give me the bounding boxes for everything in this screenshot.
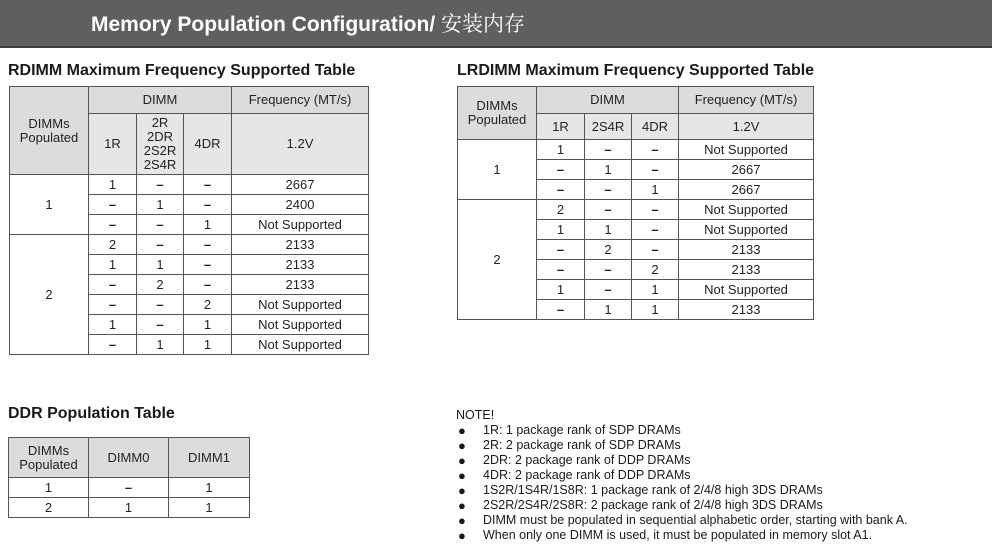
dimm-count-cell: 1 (585, 160, 632, 180)
rdimm-header-voltage: 1.2V (232, 114, 369, 175)
dimm-count-cell: – (89, 195, 137, 215)
dimm-count-cell: – (537, 240, 585, 260)
dimms-populated-cell: 2 (10, 235, 89, 355)
page-title-cn: 安装内存 (441, 13, 525, 36)
bullet-icon: ● (458, 513, 466, 528)
dimm-count-cell: – (184, 175, 232, 195)
dimm-count-cell: – (585, 180, 632, 200)
frequency-cell: 2133 (232, 255, 369, 275)
lrdimm-header-4dr: 4DR (632, 114, 679, 140)
page-title-en: Memory Population Configuration/ (91, 13, 436, 36)
dimm-count-cell: – (184, 235, 232, 255)
frequency-cell: Not Supported (232, 215, 369, 235)
dimm-count-cell: – (184, 195, 232, 215)
frequency-cell: Not Supported (679, 140, 814, 160)
lrdimm-header-dimms-populated: DIMMs Populated (458, 87, 537, 140)
frequency-cell: 2667 (232, 175, 369, 195)
dimm-count-cell: – (137, 315, 184, 335)
notes-section (456, 408, 986, 543)
table-row (458, 200, 814, 220)
frequency-cell: 2133 (679, 300, 814, 320)
notes-title: NOTE! (456, 408, 495, 422)
rdimm-header-4dr: 4DR (184, 114, 232, 175)
dimm-count-cell: – (537, 260, 585, 280)
dimm-count-cell: – (89, 295, 137, 315)
rdimm-header-2r (137, 114, 184, 175)
bullet-icon: ● (458, 468, 466, 483)
note-item-text: 2S2R/2S4R/2S8R: 2 package rank of 2/4/8 high 3DS DRAMs (483, 498, 823, 512)
dimm-count-cell: 1 (632, 180, 679, 200)
dimm-count-cell: – (89, 215, 137, 235)
dimm-count-cell: 1 (89, 255, 137, 275)
dimm-count-cell: – (137, 235, 184, 255)
page-title (91, 8, 525, 38)
dimm-count-cell: 1 (632, 280, 679, 300)
dimm-count-cell: 1 (537, 280, 585, 300)
lrdimm-frequency-table (457, 86, 814, 320)
dimm-count-cell: – (632, 160, 679, 180)
frequency-cell: 2133 (679, 260, 814, 280)
rdimm-frequency-table (9, 86, 369, 355)
dimm-count-cell: 1 (537, 140, 585, 160)
table-row (458, 140, 814, 160)
dimm-slot-cell: 1 (169, 478, 250, 498)
dimm-count-cell: – (137, 295, 184, 315)
dimm-count-cell: – (632, 140, 679, 160)
rdimm-table-title: RDIMM Maximum Frequency Supported Table (8, 62, 356, 79)
dimm-count-cell: – (537, 180, 585, 200)
dimm-slot-cell: 1 (169, 498, 250, 518)
dimm-slot-cell: – (89, 478, 169, 498)
dimm-count-cell: 2 (137, 275, 184, 295)
frequency-cell: Not Supported (679, 280, 814, 300)
bullet-icon: ● (458, 528, 466, 543)
note-item-text: 4DR: 2 package rank of DDP DRAMs (483, 468, 691, 482)
rdimm-header-dimm: DIMM (89, 87, 232, 114)
ddr-table-title: DDR Population Table (8, 405, 175, 422)
dimm-count-cell: – (585, 200, 632, 220)
dimms-populated-cell: 1 (458, 140, 537, 200)
lrdimm-header-2s4r: 2S4R (585, 114, 632, 140)
frequency-cell: Not Supported (232, 315, 369, 335)
bullet-icon: ● (458, 423, 466, 438)
note-item (456, 528, 986, 543)
dimm-count-cell: 1 (585, 220, 632, 240)
rdimm-header-dimms-populated: DIMMs Populated (10, 87, 89, 175)
note-item (456, 453, 986, 468)
note-item (456, 498, 986, 513)
dimm-count-cell: 1 (184, 215, 232, 235)
frequency-cell: Not Supported (679, 200, 814, 220)
note-item-text: DIMM must be populated in sequential alphabetic order, starting with bank A. (483, 513, 908, 527)
dimms-populated-cell: 2 (458, 200, 537, 320)
dimm-count-cell: – (137, 215, 184, 235)
dimm-count-cell: 1 (632, 300, 679, 320)
note-item-text: 2R: 2 package rank of SDP DRAMs (483, 438, 681, 452)
note-item (456, 423, 986, 438)
dimm-count-cell: 2 (537, 200, 585, 220)
lrdimm-header-frequency: Frequency (MT/s) (679, 87, 814, 114)
table-row (9, 478, 250, 498)
table-row (10, 175, 369, 195)
table-row (9, 498, 250, 518)
dimm-count-cell: – (632, 220, 679, 240)
dimm-count-cell: – (632, 200, 679, 220)
ddr-header-dimms-populated: DIMMs Populated (9, 438, 89, 478)
dimm-count-cell: 1 (137, 255, 184, 275)
rdimm-header-2r-line: 2DR (146, 129, 173, 144)
rdimm-header-2r-line: 2R (151, 115, 169, 130)
note-item (456, 468, 986, 483)
lrdimm-header-dimm: DIMM (537, 87, 679, 114)
ddr-header-dimm1: DIMM1 (169, 438, 250, 478)
note-item-text: 2DR: 2 package rank of DDP DRAMs (483, 453, 691, 467)
ddr-population-table (8, 437, 250, 518)
dimm-count-cell: 1 (585, 300, 632, 320)
frequency-cell: Not Supported (232, 295, 369, 315)
frequency-cell: 2133 (232, 275, 369, 295)
frequency-cell: 2667 (679, 180, 814, 200)
bullet-icon: ● (458, 438, 466, 453)
dimm-count-cell: – (537, 300, 585, 320)
dimms-populated-cell: 1 (9, 478, 89, 498)
bullet-icon: ● (458, 483, 466, 498)
dimm-count-cell: – (632, 240, 679, 260)
note-item (456, 438, 986, 453)
dimm-count-cell: – (137, 175, 184, 195)
rdimm-header-frequency: Frequency (MT/s) (232, 87, 369, 114)
dimm-count-cell: 1 (184, 335, 232, 355)
table-row (10, 235, 369, 255)
bullet-icon: ● (458, 498, 466, 513)
dimm-count-cell: 1 (137, 195, 184, 215)
notes-list (456, 423, 986, 543)
dimm-count-cell: 2 (632, 260, 679, 280)
rdimm-header-1r: 1R (89, 114, 137, 175)
dimm-count-cell: 1 (184, 315, 232, 335)
frequency-cell: Not Supported (679, 220, 814, 240)
dimm-count-cell: – (89, 275, 137, 295)
dimms-populated-cell: 1 (10, 175, 89, 235)
bullet-icon: ● (458, 453, 466, 468)
dimm-count-cell: 2 (585, 240, 632, 260)
dimm-slot-cell: 1 (89, 498, 169, 518)
lrdimm-header-1r: 1R (537, 114, 585, 140)
dimms-populated-cell: 2 (9, 498, 89, 518)
rdimm-header-2r-line: 2S2R (143, 143, 177, 158)
dimm-count-cell: 1 (137, 335, 184, 355)
lrdimm-header-voltage: 1.2V (679, 114, 814, 140)
header-bar (0, 0, 992, 48)
lrdimm-table-title: LRDIMM Maximum Frequency Supported Table (457, 62, 815, 79)
note-item-text: 1S2R/1S4R/1S8R: 1 package rank of 2/4/8 high 3DS DRAMs (483, 483, 823, 497)
dimm-count-cell: – (89, 335, 137, 355)
frequency-cell: 2400 (232, 195, 369, 215)
dimm-count-cell: 1 (89, 175, 137, 195)
dimm-count-cell: 2 (184, 295, 232, 315)
dimm-count-cell: 1 (89, 315, 137, 335)
note-item (456, 483, 986, 498)
note-item-text: 1R: 1 package rank of SDP DRAMs (483, 423, 681, 437)
ddr-header-dimm0: DIMM0 (89, 438, 169, 478)
note-item-text: When only one DIMM is used, it must be populated in memory slot A1. (483, 528, 873, 542)
frequency-cell: Not Supported (232, 335, 369, 355)
dimm-count-cell: – (585, 140, 632, 160)
frequency-cell: 2133 (232, 235, 369, 255)
note-item (456, 513, 986, 528)
dimm-count-cell: – (184, 255, 232, 275)
dimm-count-cell: – (184, 275, 232, 295)
dimm-count-cell: 2 (89, 235, 137, 255)
frequency-cell: 2133 (679, 240, 814, 260)
dimm-count-cell: – (585, 280, 632, 300)
rdimm-header-2r-line: 2S4R (143, 157, 177, 172)
dimm-count-cell: 1 (537, 220, 585, 240)
frequency-cell: 2667 (679, 160, 814, 180)
dimm-count-cell: – (537, 160, 585, 180)
dimm-count-cell: – (585, 260, 632, 280)
